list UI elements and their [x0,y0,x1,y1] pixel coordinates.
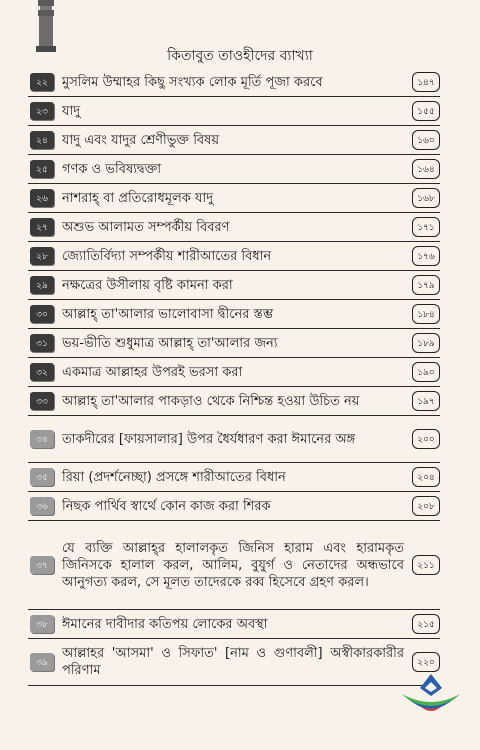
chapter-number-badge: ৩১ [30,334,54,352]
page-number-badge: ১৮৪ [412,304,440,324]
toc-row[interactable] [28,521,440,610]
toc-row[interactable] [28,358,440,387]
chapter-number-badge: ২২ [30,73,54,91]
chapter-number-badge: ৩০ [30,305,54,323]
page-number-badge: ২০৪ [412,467,440,487]
chapter-title: ঈমানের দাবীদার কতিপয় লোকের অবস্থা [62,616,268,632]
toc-row[interactable] [28,492,440,521]
toc-row[interactable] [28,184,440,213]
chapter-title: অশুভ আলামত সম্পর্কীয় বিবরণ [62,219,230,235]
chapter-title: আল্লাহ্‌ তা'আলার পাকড়াও থেকে নিশ্চিন্ত হওয়া উচিত নয় [62,393,360,409]
toc-row[interactable] [28,242,440,271]
chapter-number-badge: ৩২ [30,363,54,381]
toc-row[interactable] [28,639,440,686]
page-number-badge: ১৭৯ [412,275,440,295]
chapter-title: জ্যোতির্বিদ্যা সম্পর্কীয় শারীআতের বিধান [62,248,272,264]
page-number-badge: ১৭৬ [412,246,440,266]
chapter-title: নাশরাহ্‌ বা প্রতিরোধমূলক যাদু [62,190,214,206]
chapter-number-badge: ২৮ [30,247,54,265]
chapter-number-badge: ২৭ [30,218,54,236]
toc-row[interactable] [28,97,440,126]
page-number-badge: ১৫৫ [412,101,440,121]
toc-row[interactable] [28,271,440,300]
chapter-number-badge: ৩৩ [30,392,54,410]
chapter-title: একমাত্র আল্লাহর উপরই ভরসা করা [62,364,243,380]
chapter-number-badge: ৩৮ [30,615,54,633]
toc-row[interactable] [28,300,440,329]
chapter-title: রিয়া (প্রদর্শনেচ্ছা) প্রসঙ্গে শারীআতের বিধান [62,469,286,485]
page-number-badge: ১৮৯ [412,333,440,353]
chapter-number-badge: ২৬ [30,189,54,207]
toc-row[interactable] [28,416,440,463]
page-number-badge: ১৪৭ [412,72,440,92]
chapter-number-badge: ৩৬ [30,497,54,515]
page-number-badge: ১৯০ [412,362,440,382]
chapter-title: যাদু এবং যাদুর শ্রেণীভুক্ত বিষয় [62,132,219,148]
chapter-number-badge: ২৩ [30,102,54,120]
chapter-number-badge: ৩৪ [30,430,54,448]
toc-row[interactable] [28,213,440,242]
chapter-title: ভয়-ভীতি শুধুমাত্র আল্লাহ্‌ তা'আলার জন্য [62,335,278,351]
page-number-badge: ২০৮ [412,496,440,516]
chapter-number-badge: ২৯ [30,276,54,294]
page-number-badge: ১৬৮ [412,188,440,208]
chapter-title: আল্লাহ্‌ তা'আলার ভালোবাসা দ্বীনের স্তম্ভ [62,306,274,322]
chapter-title: নক্ষত্রের উসীলায় বৃষ্টি কামনা করা [62,277,233,293]
chapter-title: গণক ও ভবিষ্যদ্বক্তা [62,161,162,177]
page-number-badge: ১৬০ [412,130,440,150]
toc-row[interactable] [28,463,440,492]
toc-row[interactable] [28,126,440,155]
toc-row[interactable] [28,155,440,184]
page-number-badge: ২১১ [412,555,440,575]
chapter-number-badge: ৩৯ [30,653,54,671]
chapter-title: মুসলিম উম্মাহর কিছু সংখ্যক লোক মূর্তি পূজা করবে [62,74,323,90]
chapter-number-badge: ৩৫ [30,468,54,486]
toc-row[interactable] [28,68,440,97]
chapter-title: নিছক পার্থিব স্বার্থে কোন কাজ করা শিরক [62,498,271,514]
page-number-badge: ১৬৪ [412,159,440,179]
chapter-title: আল্লাহর 'আসমা' ও সিফাত' [নাম ও গুণাবলী] অস্বীকারকারীর পরিণাম [62,646,404,678]
page-number-badge: ২২০ [412,652,440,672]
page-title: কিতাবুত তাওহীদের ব্যাখ্যা [167,48,313,64]
toc-row[interactable] [28,329,440,358]
toc-row[interactable] [28,610,440,639]
page-number-badge: ১৯৭ [412,391,440,411]
page-number-badge: ১৭১ [412,217,440,237]
page-number-badge: ২১৫ [412,614,440,634]
chapter-number-badge: ২৪ [30,131,54,149]
publisher-logo-icon [398,670,464,722]
chapter-title: যে ব্যক্তি আল্লাহ্‌র হালালকৃত জিনিস হারাম এবং হারামকৃত জিনিসকে হালাল করল, আলিম, বুযুর্গ ও নেতাদের অন্ধভাবে আনুগত্য করল, সে মূলত তাদেরকে রব্ব হিসেবে গ্রহণ করল। [62,540,404,590]
toc-row[interactable] [28,387,440,416]
table-of-contents [28,68,440,686]
chapter-title: যাদু [62,103,81,119]
chapter-number-badge: ২৫ [30,160,54,178]
page-number-badge: ২০০ [412,429,440,449]
chapter-number-badge: ৩৭ [30,556,54,574]
chapter-title: তাকদীরের [ফায়সালার] উপর ধৈর্যধারণ করা ঈমানের অঙ্গ [62,431,356,447]
